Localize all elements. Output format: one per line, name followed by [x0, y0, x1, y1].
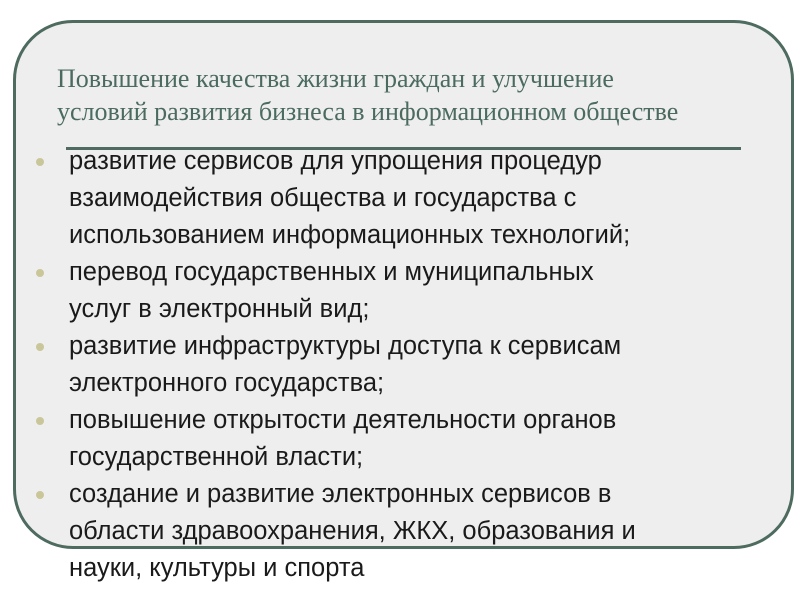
bullet-line: развитие инфраструктуры доступа к сервисам [69, 332, 622, 360]
bullet-line: создание и развитие электронных сервисов в [69, 480, 612, 508]
bullet-dot-icon [36, 491, 44, 499]
bullet-item [36, 254, 786, 328]
bullet-item [36, 402, 786, 476]
bullet-text [69, 254, 786, 328]
bullet-line: электронного государства; [69, 369, 385, 397]
bullet-line: повышение открытости деятельности органов [69, 406, 617, 434]
bullet-dot-icon [36, 417, 44, 425]
title-line: условий развития бизнеса в информационном обществе [57, 97, 679, 126]
bullet-text [69, 143, 786, 254]
bullet-text [69, 476, 786, 587]
bullet-text [69, 328, 786, 402]
bullet-line: развитие сервисов для упрощения процедур [69, 147, 602, 175]
bullet-line: взаимодействия общества и государства с [69, 184, 577, 212]
bullet-dot-icon [36, 269, 44, 277]
bullet-list [36, 143, 786, 587]
bullet-item [36, 328, 786, 402]
slide-title [57, 62, 800, 128]
bullet-line: государственной власти; [69, 443, 364, 471]
bullet-dot-icon [36, 158, 44, 166]
title-line: Повышение качества жизни граждан и улучшение [57, 64, 614, 93]
bullet-line: услуг в электронный вид; [69, 295, 370, 323]
bullet-item [36, 476, 786, 587]
bullet-line: области здравоохранения, ЖКХ, образования и [69, 517, 636, 545]
bullet-line: использованием информационных технологий; [69, 221, 631, 249]
bullet-line: перевод государственных и муниципальных [69, 258, 594, 286]
bullet-item [36, 143, 786, 254]
bullet-dot-icon [36, 343, 44, 351]
bullet-text [69, 402, 786, 476]
bullet-line: науки, культуры и спорта [69, 554, 365, 582]
